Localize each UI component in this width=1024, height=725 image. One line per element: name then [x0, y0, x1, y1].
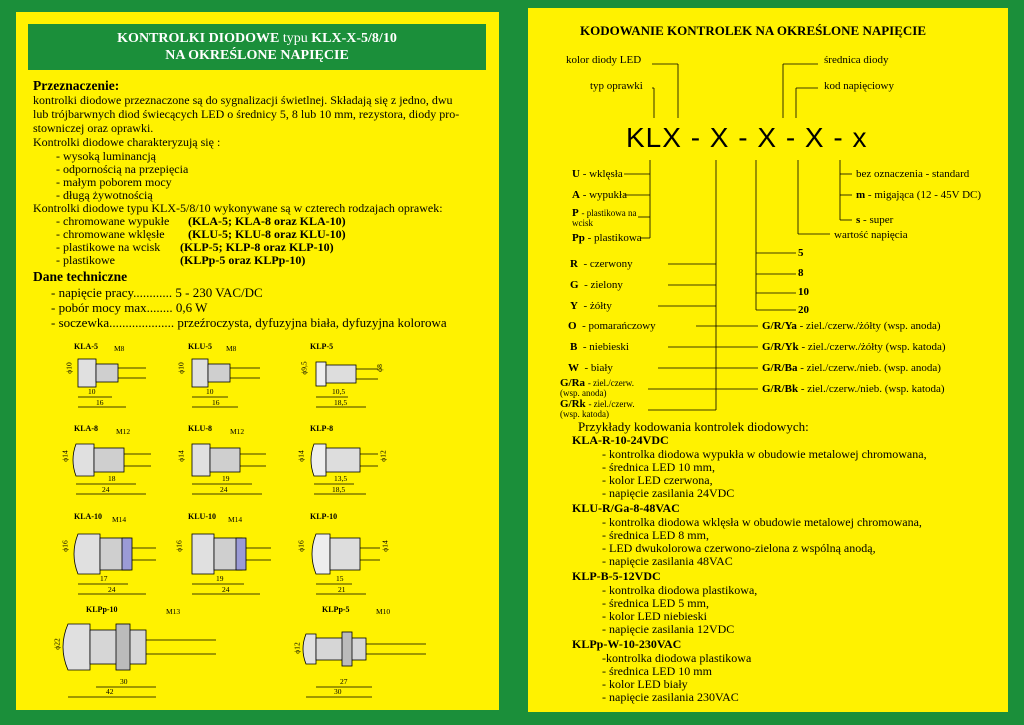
title-part-c: KLX-X-5/8/10 — [311, 31, 397, 46]
bicolor-desc: - ziel./czerw./nieb. (wsp. anoda) — [800, 362, 941, 374]
example-code: KLPp-W-10-230VAC — [572, 637, 682, 651]
example-line: - kolor LED czerwona, — [602, 473, 713, 487]
suffix-desc: bez oznaczenia - standard — [856, 168, 970, 180]
example-line: - napięcie zasilania 230VAC — [602, 690, 739, 704]
drawing-dia: ϕ14 — [176, 450, 186, 462]
drawing-dia: ϕ14 — [60, 450, 70, 462]
drawing-klpp10 — [63, 624, 216, 697]
drawing-label: KLU-8 — [188, 424, 212, 433]
housing-codes: (KLPp-5 oraz KLPp-10) — [180, 253, 306, 267]
drawing-label: KLA-5 — [74, 342, 98, 351]
drawing-label: KLU-10 — [188, 512, 216, 521]
purpose-line: Kontrolki diodowe charakteryzują się : — [33, 135, 221, 149]
drawing-label: KLP-5 — [310, 342, 334, 351]
purpose-line: kontrolki diodowe przeznaczone są do sygnalizacji świetlnej. Składają się z jedno, dwu — [33, 93, 453, 107]
color-code: G/Rk — [560, 398, 586, 410]
tech-item: - napięcie pracy............ 5 - 230 VAC/DC — [51, 285, 263, 300]
drawing-dim: 19 — [222, 474, 230, 483]
drawing-thread: M13 — [166, 607, 181, 616]
drawing-dim: 24 — [102, 485, 110, 494]
drawing-label: KLA-10 — [74, 512, 102, 521]
drawing-dia: ϕ10 — [64, 362, 74, 374]
drawing-dim: 21 — [338, 585, 346, 594]
drawing-dia-2: ϕ14 — [380, 540, 390, 552]
housing-codes: (KLU-5; KLU-8 oraz KLU-10) — [188, 227, 346, 241]
color-desc: - żółty — [583, 300, 612, 312]
drawing-dim: 18,5 — [334, 398, 348, 407]
title-part-b: typu — [282, 31, 308, 46]
example-line: - kontrolka diodowa plastikowa, — [602, 583, 758, 597]
housing-desc: - wklęsła — [582, 168, 623, 180]
bicolor-code: G/R/Ba — [762, 362, 798, 374]
drawing-klu8 — [192, 444, 266, 494]
title-line-2: NA OKREŚLONE NAPIĘCIE — [165, 48, 349, 63]
example-line: - średnica LED 8 mm, — [602, 528, 709, 542]
code-pattern: KLX - X - X - X - x — [626, 122, 868, 153]
housing-code: A — [572, 189, 580, 201]
right-title: KODOWANIE KONTROLEK NA OKREŚLONE NAPIĘCIE — [580, 23, 927, 38]
housing-code: P — [572, 207, 579, 219]
bicolor-code: G/R/Ya — [762, 320, 797, 332]
color-code: G — [570, 279, 579, 291]
color-desc: - czerwony — [583, 258, 633, 270]
housing-codes: (KLA-5; KLA-8 oraz KLA-10) — [188, 214, 346, 228]
drawing-thread: M8 — [226, 344, 237, 353]
suffix-desc: - super — [863, 214, 894, 226]
drawing-dim: 30 — [120, 677, 128, 686]
color-desc: - biały — [584, 362, 613, 374]
examples-heading: Przykłady kodowania kontrolek diodowych: — [578, 419, 809, 434]
drawing-thread: M14 — [112, 515, 127, 524]
example-line: -kontrolka diodowa plastikowa — [602, 651, 752, 665]
drawing-label: KLP-10 — [310, 512, 338, 521]
example-line: - średnica LED 10 mm — [602, 664, 712, 678]
drawing-dia-2: ϕ12 — [378, 450, 388, 462]
drawing-label: KLU-5 — [188, 342, 212, 351]
drawing-thread: M14 — [228, 515, 243, 524]
example-line: - napięcie zasilania 48VAC — [602, 554, 733, 568]
example-line: - napięcie zasilania 24VDC — [602, 486, 735, 500]
example-code: KLA-R-10-24VDC — [572, 433, 669, 447]
color-code: W — [568, 362, 579, 374]
housing-name: - plastikowe na wcisk — [56, 240, 161, 254]
bicolor-desc: - ziel./czerw./żółty (wsp. katoda) — [801, 341, 946, 353]
housing-code: U — [572, 168, 580, 180]
drawing-dim: 10 — [88, 387, 96, 396]
size-8: 8 — [798, 267, 804, 279]
drawing-dia: ϕ16 — [174, 540, 184, 552]
drawing-kla5 — [78, 359, 146, 407]
label-diameter: średnica diody — [824, 54, 889, 66]
example-line: - napięcie zasilania 12VDC — [602, 622, 735, 636]
drawing-klp10 — [312, 534, 380, 594]
example-line: - kontrolka diodowa wklęsła w obudowie metalowej chromowana, — [602, 515, 922, 529]
code-diagram-lines — [528, 8, 1008, 712]
housing-desc: - wypukła — [582, 189, 627, 201]
drawing-thread: M10 — [376, 607, 391, 616]
size-20: 20 — [798, 304, 809, 316]
color-desc: - ziel./czerw. (wsp. anoda) — [560, 378, 634, 398]
feature-item: - małym poborem mocy — [56, 175, 172, 189]
drawing-dia-2: ϕ8 — [374, 364, 384, 372]
purpose-heading: Przeznaczenie: — [33, 78, 120, 93]
housing-name: - chromowane wklęsłe — [56, 227, 165, 241]
drawing-dim: 19 — [216, 574, 224, 583]
color-code: R — [570, 258, 578, 270]
color-desc: - ziel./czerw. (wsp. katoda) — [560, 399, 635, 419]
drawing-dim: 17 — [100, 574, 108, 583]
housing-desc: - plastikowa na wcisk — [572, 208, 637, 228]
drawing-dim: 27 — [340, 677, 348, 686]
color-desc: - pomarańczowy — [582, 320, 656, 332]
housing-name: - plastikowe — [56, 253, 115, 267]
label-housing: typ oprawki — [590, 80, 643, 92]
tech-heading: Dane techniczne — [33, 269, 128, 284]
drawing-label: KLP-8 — [310, 424, 334, 433]
example-line: - kolor LED niebieski — [602, 609, 707, 623]
drawing-klu5 — [192, 359, 260, 407]
example-line: - kontrolka diodowa wypukła w obudowie metalowej chromowana, — [602, 447, 927, 461]
drawing-dia: ϕ16 — [60, 540, 70, 552]
tech-item: - soczewka.................... przeźroczysta, dyfuzyjna biała, dyfuzyjna kolorowa — [51, 315, 447, 330]
drawing-dim: 15 — [336, 574, 344, 583]
color-desc: - niebieski — [582, 341, 629, 353]
purpose-line: lub trójbarwnych diod świecących LED o średnicy 5, 8 lub 10 mm, rezystora, diody pro- — [33, 107, 460, 121]
drawing-klpp5 — [303, 632, 426, 697]
drawing-kla8 — [73, 444, 151, 494]
suffix-desc: - migająca (12 - 45V DC) — [867, 189, 982, 201]
color-desc: - zielony — [584, 279, 623, 291]
drawing-dim: 24 — [220, 485, 228, 494]
example-line: - średnica LED 10 mm, — [602, 460, 715, 474]
drawing-thread: M8 — [114, 344, 125, 353]
drawing-dim: 10,5 — [332, 387, 346, 396]
color-code: O — [568, 320, 577, 332]
drawing-dim: 18,5 — [332, 485, 346, 494]
voltage-value-label: wartość napięcia — [834, 229, 908, 241]
bicolor-desc: - ziel./czerw./żółty (wsp. anoda) — [799, 320, 941, 332]
example-line: - LED dwukolorowa czerwono-zielona z wspólną anodą, — [602, 541, 876, 555]
housing-codes: (KLP-5; KLP-8 oraz KLP-10) — [180, 240, 334, 254]
drawing-dim: 24 — [108, 585, 116, 594]
example-code: KLP-B-5-12VDC — [572, 569, 661, 583]
drawing-dim: 16 — [96, 398, 104, 407]
example-line: - kolor LED biały — [602, 677, 688, 691]
drawing-dim: 24 — [222, 585, 230, 594]
drawing-dia: ϕ16 — [296, 540, 306, 552]
drawing-thread: M12 — [230, 427, 245, 436]
right-panel — [528, 8, 1008, 712]
title-part-a: KONTROLKI DIODOWE — [117, 31, 280, 46]
housing-code: Pp — [572, 232, 585, 244]
drawing-dia: ϕ9,5 — [299, 361, 309, 375]
housing-desc: - plastikowa — [587, 232, 642, 244]
feature-item: - odpornością na przepięcia — [56, 162, 189, 176]
example-code: KLU-R/Ga-8-48VAC — [572, 501, 680, 515]
drawing-dim: 18 — [108, 474, 116, 483]
bicolor-code: G/R/Yk — [762, 341, 799, 353]
suffix-code: m — [856, 189, 866, 201]
color-code: B — [570, 341, 578, 353]
drawing-dim: 42 — [106, 687, 114, 696]
drawing-label: KLA-8 — [74, 424, 98, 433]
bicolor-code: G/R/Bk — [762, 383, 799, 395]
example-line: - średnica LED 5 mm, — [602, 596, 709, 610]
feature-item: - długą żywotnością — [56, 188, 153, 202]
drawing-dia: ϕ10 — [176, 362, 186, 374]
color-code: Y — [570, 300, 578, 312]
tech-item: - pobór mocy max........ 0,6 W — [51, 300, 208, 315]
drawing-dim: 30 — [334, 687, 342, 696]
size-10: 10 — [798, 286, 809, 298]
housing-name: - chromowane wypukłe — [56, 214, 170, 228]
drawing-dia: ϕ14 — [296, 450, 306, 462]
label-led-color: kolor diody LED — [566, 54, 642, 66]
drawing-klu10 — [192, 534, 271, 594]
left-panel — [16, 12, 499, 710]
drawing-dia: ϕ12 — [292, 642, 302, 654]
suffix-code: s — [856, 214, 861, 226]
drawing-dim: 13,5 — [334, 474, 348, 483]
feature-item: - wysoką luminancją — [56, 149, 156, 163]
drawing-dim: 10 — [206, 387, 214, 396]
color-code: G/Ra — [560, 377, 586, 389]
bicolor-desc: - ziel./czerw./nieb. (wsp. katoda) — [800, 383, 945, 395]
label-voltage-code: kod napięciowy — [824, 80, 894, 92]
drawing-dim: 16 — [212, 398, 220, 407]
purpose-line: Kontrolki diodowe typu KLX-5/8/10 wykonywane są w czterech rodzajach oprawek: — [33, 201, 443, 215]
drawing-dia: ϕ22 — [52, 638, 62, 650]
drawing-label: KLPp-10 — [86, 605, 118, 614]
drawing-thread: M12 — [116, 427, 131, 436]
purpose-line: stowniczej oraz oprawki. — [33, 121, 154, 135]
drawing-label: KLPp-5 — [322, 605, 350, 614]
size-5: 5 — [798, 247, 804, 259]
